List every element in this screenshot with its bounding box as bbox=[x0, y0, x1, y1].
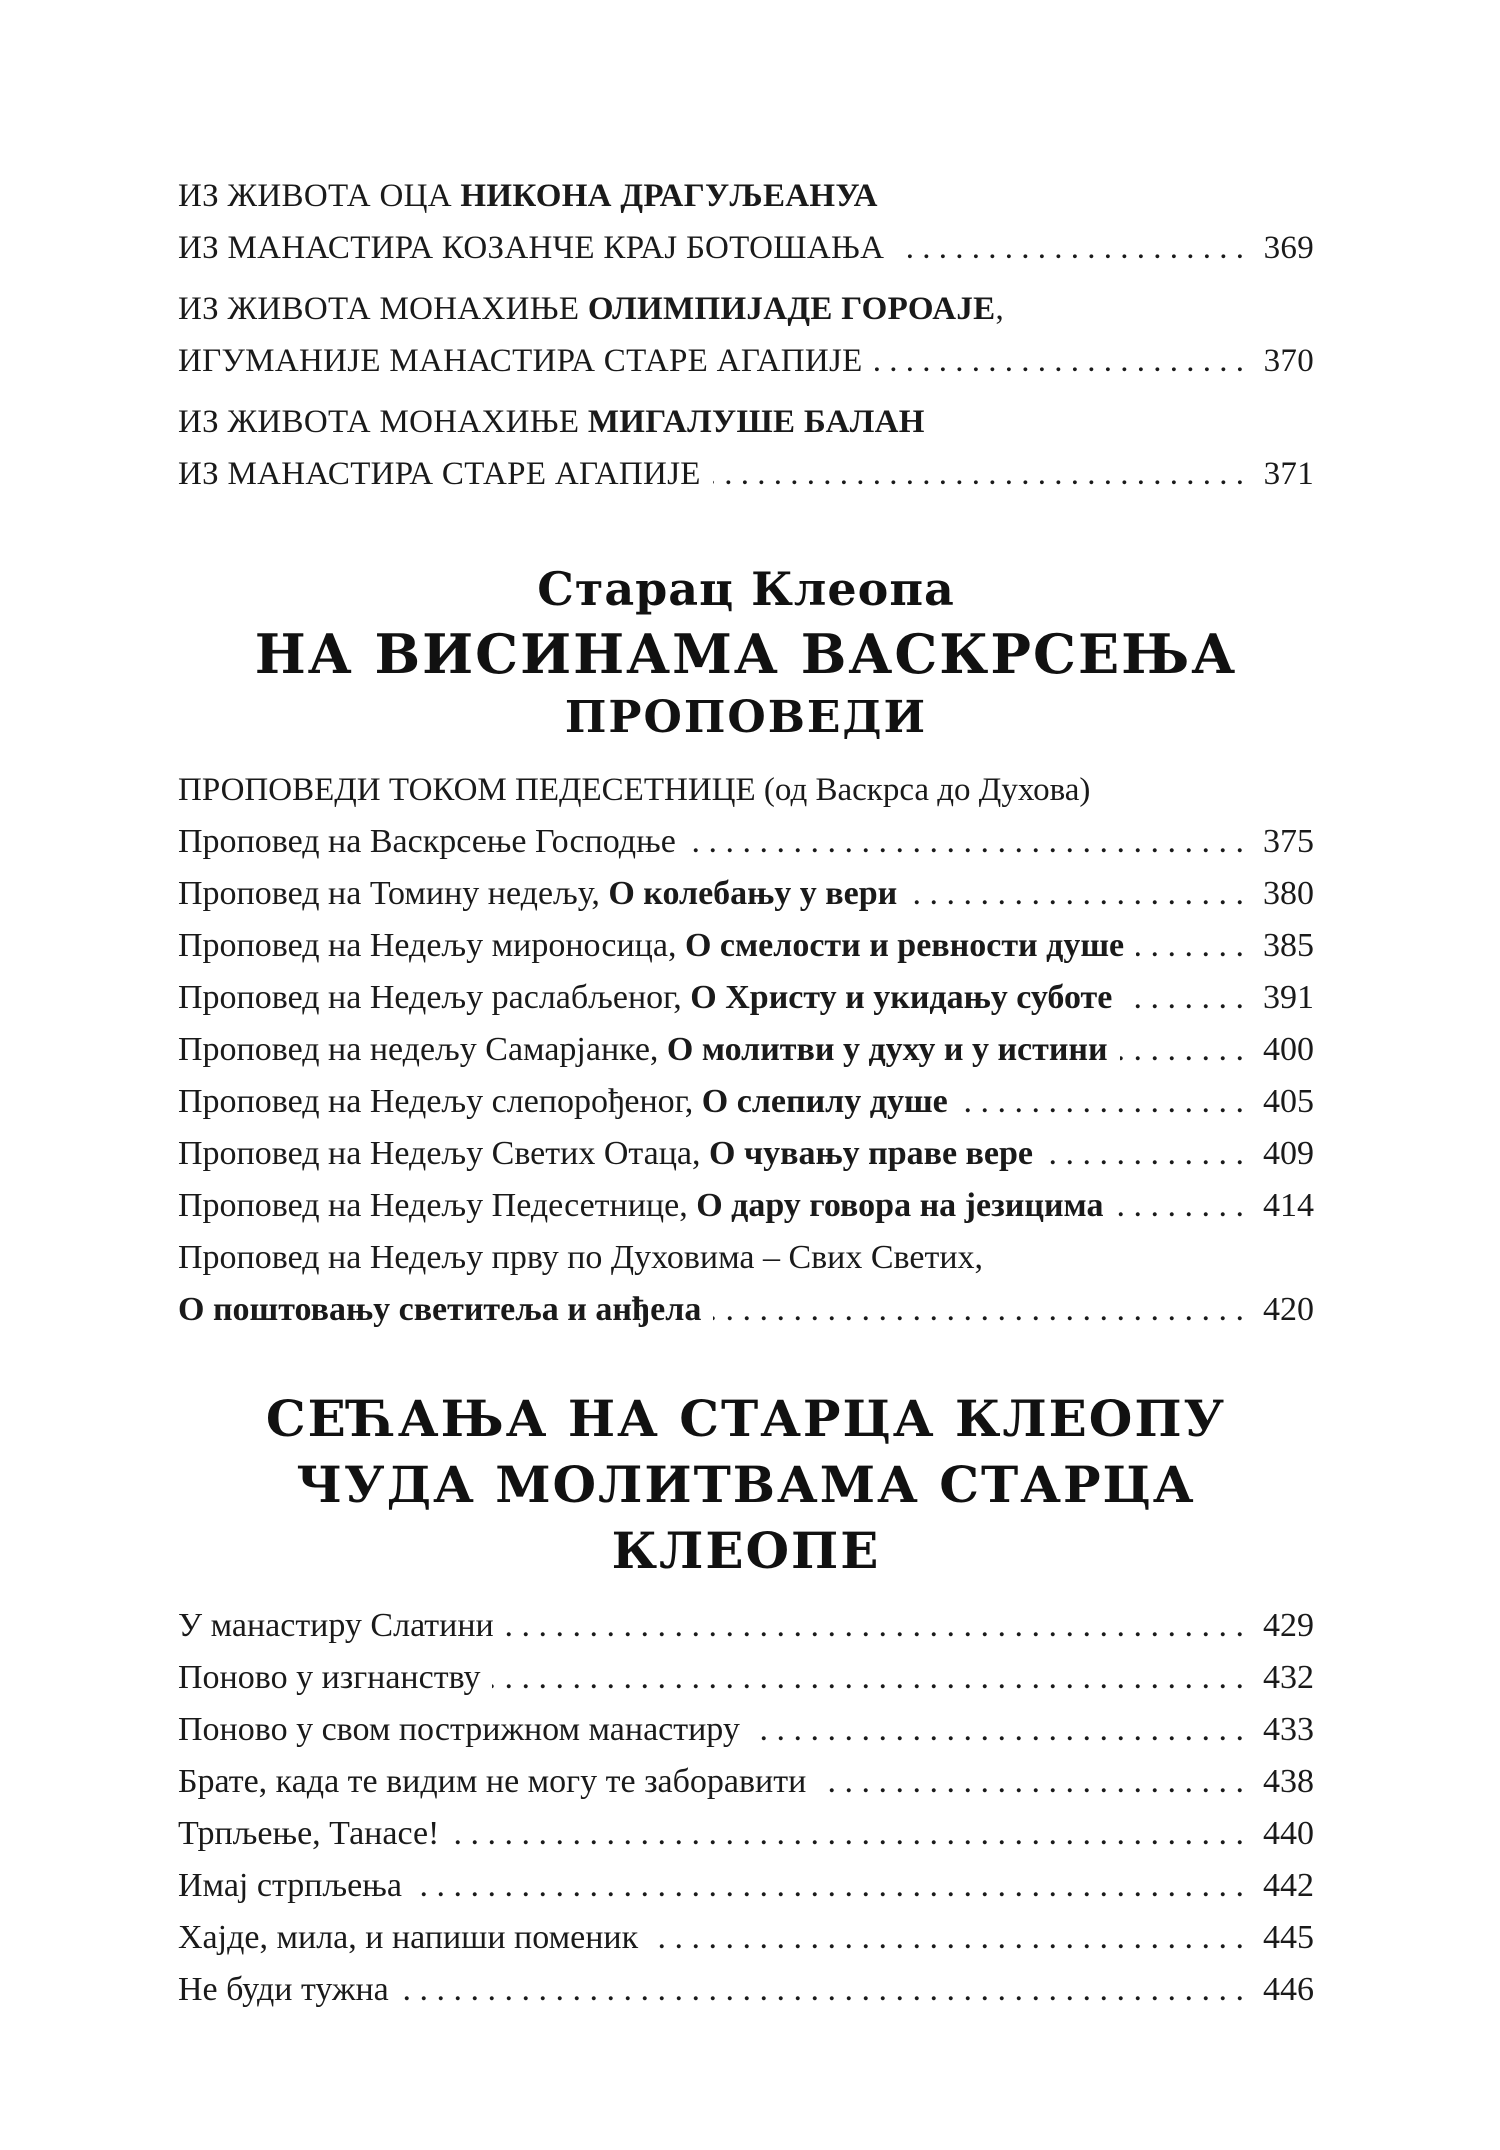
entry-text: Хајде, мила, и напиши поменик bbox=[178, 1919, 639, 1956]
page-number: 445 bbox=[1263, 1919, 1314, 1956]
memory-list bbox=[178, 1600, 1314, 2016]
toc-entry[interactable] bbox=[178, 1912, 1314, 1964]
entry-topic: О молитви у духу и у истини bbox=[666, 1031, 1108, 1068]
toc-entry[interactable] bbox=[178, 1180, 1314, 1232]
entry-name: НИКОНА ДРАГУЉЕАНУА bbox=[460, 178, 878, 214]
toc-entry[interactable] bbox=[178, 1076, 1314, 1128]
toc-entry[interactable] bbox=[178, 1652, 1314, 1704]
section-title: СЕЋАЊА НА СТАРЦА КЛЕОПУ bbox=[265, 1389, 1227, 1448]
entry-subline: ИЗ МАНАСТИРА СТАРЕ АГАПИЈЕ bbox=[178, 456, 701, 492]
page-number: 405 bbox=[1263, 1083, 1314, 1120]
page-number: 370 bbox=[1263, 343, 1314, 379]
entry-text: Поново у свом пострижном манастиру bbox=[178, 1711, 740, 1748]
section-heading-sermons bbox=[178, 558, 1314, 748]
entry-topic: О Христу и укидању суботе bbox=[690, 979, 1113, 1016]
toc-entry[interactable] bbox=[178, 1704, 1314, 1756]
entry-text: Не буди тужна bbox=[178, 1971, 389, 2008]
dot-leader bbox=[713, 1284, 1244, 1336]
dot-leader bbox=[401, 1964, 1244, 2016]
toc-entry[interactable] bbox=[178, 1808, 1314, 1860]
toc-entry[interactable] bbox=[178, 816, 1314, 868]
toc-entry[interactable] bbox=[178, 396, 1314, 500]
top-entries bbox=[178, 170, 1314, 500]
page-number: 433 bbox=[1263, 1711, 1314, 1748]
dot-leader bbox=[492, 1652, 1244, 1704]
dot-leader bbox=[752, 1704, 1244, 1756]
page-number: 375 bbox=[1263, 823, 1314, 860]
entry-text: Брате, када те видим не могу те заборавити bbox=[178, 1763, 807, 1800]
entry-text: Проповед на недељу Самарјанке, bbox=[178, 1031, 667, 1068]
entry-topic: О дару говора на језицима bbox=[696, 1187, 1104, 1224]
page-number: 432 bbox=[1263, 1659, 1314, 1696]
dot-leader bbox=[1136, 920, 1244, 972]
dot-leader bbox=[414, 1860, 1244, 1912]
sermon-list bbox=[178, 764, 1314, 1336]
toc-entry[interactable] bbox=[178, 972, 1314, 1024]
page-number: 438 bbox=[1263, 1763, 1314, 1800]
page-number: 391 bbox=[1263, 979, 1314, 1016]
author-name: Старац Клеопа bbox=[537, 562, 955, 616]
page-number: 446 bbox=[1263, 1971, 1314, 2008]
entry-prefix: ИЗ ЖИВОТА ОЦА bbox=[178, 178, 461, 214]
entry-text: Проповед на Недељу раслабљеног, bbox=[178, 979, 691, 1016]
page-number: 371 bbox=[1263, 456, 1314, 492]
intro-caps: ПРОПОВЕДИ ТОКОМ ПЕДЕСЕТНИЦЕ bbox=[178, 772, 756, 808]
book-subtitle: ПРОПОВЕДИ bbox=[564, 692, 928, 743]
toc-entry[interactable] bbox=[178, 920, 1314, 972]
entry-subline: ИЗ МАНАСТИРА КОЗАНЧЕ КРАЈ БОТОШАЊА bbox=[178, 230, 885, 266]
toc-entry[interactable] bbox=[178, 1024, 1314, 1076]
entry-topic: О поштовању светитеља и анђела bbox=[178, 1291, 702, 1328]
page-number: 385 bbox=[1263, 927, 1314, 964]
page-number: 442 bbox=[1263, 1867, 1314, 1904]
entry-prefix: ИЗ ЖИВОТА МОНАХИЊЕ bbox=[178, 404, 588, 440]
toc-entry[interactable] bbox=[178, 1756, 1314, 1808]
entry-text: Проповед на Васкрсење Господње bbox=[178, 823, 676, 860]
dot-leader bbox=[909, 868, 1244, 920]
dot-leader bbox=[451, 1808, 1244, 1860]
toc-entry[interactable] bbox=[178, 1600, 1314, 1652]
section-heading-memories bbox=[178, 1386, 1314, 1584]
entry-text: Проповед на Недељу слепорођеног, bbox=[178, 1083, 702, 1120]
entry-topic: О чувању праве вере bbox=[709, 1135, 1034, 1172]
entry-text: У манастиру Слатини bbox=[178, 1607, 494, 1644]
page-number: 420 bbox=[1263, 1291, 1314, 1328]
entry-text: Проповед на Недељу Светих Отаца, bbox=[178, 1135, 710, 1172]
entry-text: Имај стрпљења bbox=[178, 1867, 402, 1904]
entry-text: Трпљење, Танасе! bbox=[178, 1815, 440, 1852]
entry-name: ОЛИМПИЈАДЕ ГОРОАЈЕ bbox=[587, 291, 996, 327]
page-number: 409 bbox=[1263, 1135, 1314, 1172]
entry-topic: О колебању у вери bbox=[608, 875, 898, 912]
entry-text: Поново у изгнанству bbox=[178, 1659, 481, 1696]
page-number: 429 bbox=[1263, 1607, 1314, 1644]
page-number: 400 bbox=[1263, 1031, 1314, 1068]
toc-entry[interactable] bbox=[178, 170, 1314, 274]
dot-leader bbox=[506, 1600, 1244, 1652]
entry-text: Проповед на Недељу Педесетнице, bbox=[178, 1187, 697, 1224]
intro-normal: (од Васкрса до Духова) bbox=[755, 772, 1091, 808]
page-number: 414 bbox=[1263, 1187, 1314, 1224]
entry-text: Проповед на Недељу мироносица, bbox=[178, 927, 685, 964]
toc-entry[interactable] bbox=[178, 1128, 1314, 1180]
page-number: 440 bbox=[1263, 1815, 1314, 1852]
entry-topic: О слепилу душе bbox=[701, 1083, 948, 1120]
entry-text: Проповед на Томину недељу, bbox=[178, 875, 609, 912]
dot-leader bbox=[1120, 1024, 1244, 1076]
page-number: 380 bbox=[1263, 875, 1314, 912]
dot-leader bbox=[896, 222, 1244, 274]
dot-leader bbox=[960, 1076, 1244, 1128]
section-intro bbox=[178, 764, 1314, 816]
section-title: ЧУДА МОЛИТВАМА СТАРЦА КЛЕОПЕ bbox=[296, 1455, 1196, 1580]
dot-leader bbox=[1115, 1180, 1244, 1232]
dot-leader bbox=[688, 816, 1244, 868]
dot-leader bbox=[875, 335, 1244, 387]
toc-entry[interactable] bbox=[178, 868, 1314, 920]
toc-entry[interactable] bbox=[178, 283, 1314, 387]
entry-topic: О смелости и ревности душе bbox=[684, 927, 1125, 964]
entry-prefix: ИЗ ЖИВОТА МОНАХИЊЕ bbox=[178, 291, 588, 327]
entry-tail: , bbox=[995, 291, 1005, 327]
toc-entry[interactable] bbox=[178, 1232, 1314, 1336]
dot-leader bbox=[713, 448, 1244, 500]
toc-entry[interactable] bbox=[178, 1964, 1314, 2016]
page-number: 369 bbox=[1263, 230, 1314, 266]
dot-leader bbox=[1124, 972, 1244, 1024]
entry-name: МИГАЛУШЕ БАЛАН bbox=[587, 404, 925, 440]
toc-page bbox=[178, 170, 1314, 2016]
entry-text: Проповед на Недељу прву по Духовима – Свих Светих, bbox=[178, 1239, 984, 1276]
toc-entry[interactable] bbox=[178, 1860, 1314, 1912]
dot-leader bbox=[818, 1756, 1244, 1808]
dot-leader bbox=[1045, 1128, 1244, 1180]
book-title: НА ВИСИНАМА ВАСКРСЕЊА bbox=[254, 622, 1238, 686]
entry-subline: ИГУМАНИЈЕ МАНАСТИРА СТАРЕ АГАПИЈЕ bbox=[178, 343, 863, 379]
dot-leader bbox=[650, 1912, 1244, 1964]
